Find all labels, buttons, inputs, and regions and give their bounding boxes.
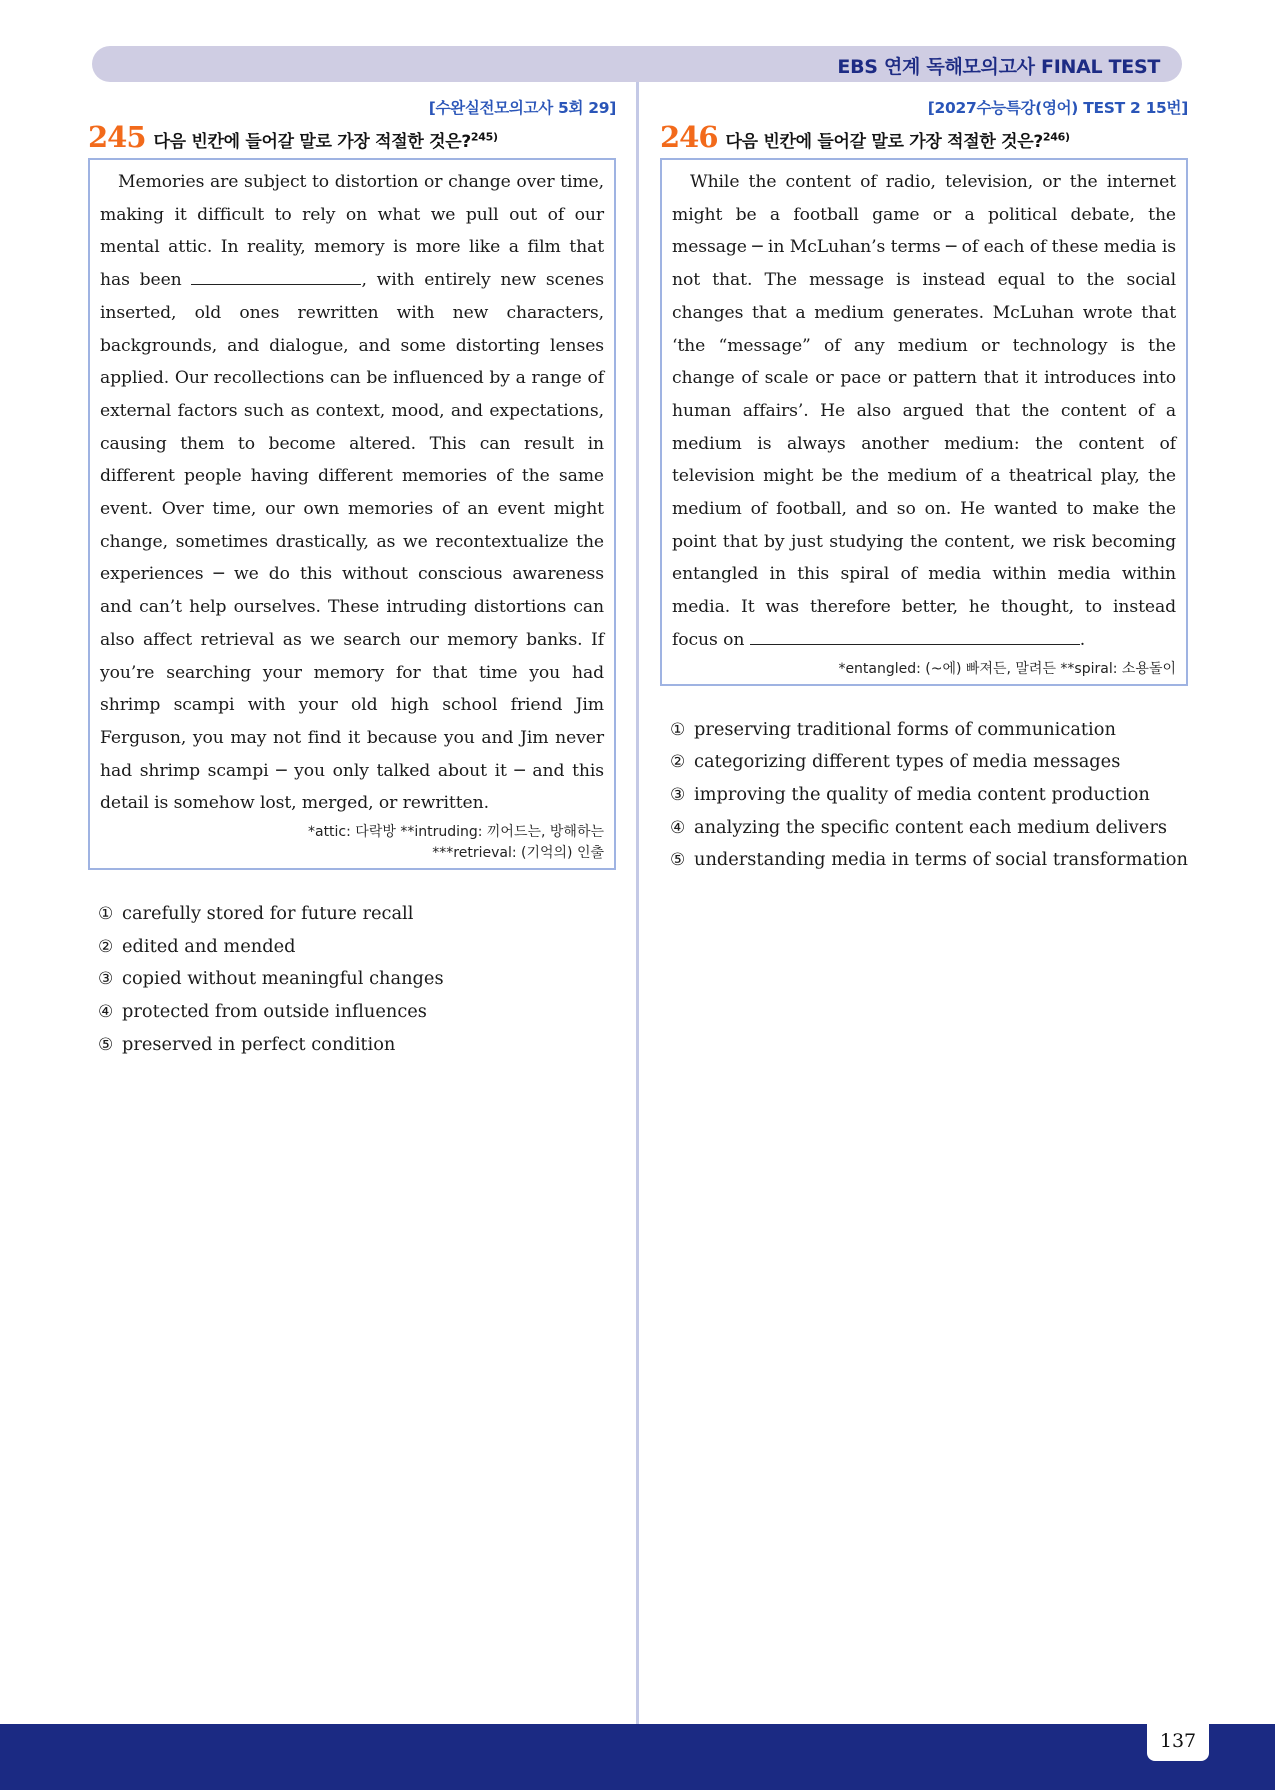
question-source: [2027수능특강(영어) TEST 2 15번] — [927, 99, 1188, 117]
choice-4[interactable] — [670, 812, 1188, 845]
choice-5[interactable] — [670, 844, 1188, 877]
choice-mark: ② — [98, 936, 114, 957]
question-prompt — [154, 127, 498, 152]
answer-blank — [191, 268, 361, 285]
choice-mark: ④ — [98, 1002, 114, 1023]
choice-mark: ⑤ — [670, 850, 686, 871]
question-source: [수완실전모의고사 5회 29] — [428, 99, 616, 117]
choice-text: categorizing different types of media messages — [694, 751, 1121, 773]
choice-text: preserving traditional forms of communication — [694, 718, 1116, 740]
footnote — [100, 822, 604, 864]
choice-list — [670, 714, 1188, 878]
choice-list — [98, 898, 616, 1062]
header-title: EBS 연계 독해모의고사 FINAL TEST — [837, 56, 1160, 78]
choice-mark: ④ — [670, 817, 686, 838]
question-246 — [660, 96, 1188, 877]
choice-mark: ② — [670, 752, 686, 773]
footnote-line-2: ***retrieval: (기억의) 인출 — [432, 845, 604, 862]
choice-text: edited and mended — [122, 935, 296, 957]
question-header — [88, 120, 616, 156]
footnote-line-1: *entangled: (~에) 빠져든, 말려든 **spiral: 소용돌이 — [838, 660, 1176, 677]
footnote-line-1: *attic: 다락방 **intruding: 끼어드는, 방해하는 — [307, 824, 604, 841]
header-bar — [92, 46, 1182, 82]
choice-text: copied without meaningful changes — [122, 968, 444, 990]
choice-4[interactable] — [98, 996, 616, 1029]
passage-text-before: While the content of radio, television, or the internet might be a football game or a political debate, the message ─ in McLuhan’s terms ─ of each of these media is not that. The message is instead equal to the social changes that a medium generates. McLuhan wrote that ‘the “message” of any medium or technology is the change of scale or pace or pattern that it introduces into human affairs’. He also argued that the content of a medium is always another medium: the content of television might be the medium of a theatrical play, the medium of football, and so on. He wanted to make the point that by just studying the content, we risk becoming entangled in this spiral of media within media within media. It was therefore better, he thought, to instead focus on — [672, 172, 1176, 650]
passage-text-before: Memories are subject to distortion or change over time, making it difficult to rely on what we pull out of our mental attic. In reality, memory is more like a film that has been — [100, 172, 604, 291]
question-prompt-text: 다음 빈칸에 들어갈 말로 가장 적절한 것은? — [725, 132, 1043, 152]
choice-mark: ⑤ — [98, 1034, 114, 1055]
question-245 — [88, 96, 616, 1062]
passage-text-after: , with entirely new scenes inserted, old ones rewritten with new characters, backgrounds, and dialogue, and some distorting lenses applied. Our recollections can be influenced by a range of external factors such as context, mood, and expectations, causing them to become altered. This can result in different people having different memories of the same event. Over time, our own memories of an event might change, sometimes drastically, as we recontextualize the experiences ─ we do this without conscious awareness and can’t help ourselves. These intruding distortions can also affect retrieval as we search our memory banks. If you’re searching your memory for that time you had shrimp scampi with your old high school friend Jim Ferguson, you may not find it because you and Jim never had shrimp scampi ─ you only talked about it ─ and this detail is somehow lost, merged, or rewritten. — [100, 270, 604, 814]
choice-mark: ① — [98, 904, 114, 925]
footer-bar — [0, 1724, 1275, 1790]
choice-mark: ① — [670, 719, 686, 740]
choice-3[interactable] — [98, 963, 616, 996]
choice-3[interactable] — [670, 779, 1188, 812]
passage-box — [88, 158, 616, 870]
question-ref: 245) — [470, 130, 498, 144]
question-number: 246 — [660, 120, 718, 154]
question-ref: 246) — [1042, 130, 1070, 144]
page-number: 137 — [1147, 1721, 1209, 1761]
choice-5[interactable] — [98, 1029, 616, 1062]
choice-text: preserved in perfect condition — [122, 1033, 396, 1055]
choice-text: carefully stored for future recall — [122, 903, 414, 925]
choice-2[interactable] — [670, 746, 1188, 779]
footnote — [672, 659, 1176, 680]
choice-text: protected from outside influences — [122, 1001, 427, 1023]
passage-text-after: . — [1079, 629, 1086, 650]
choice-text: improving the quality of media content production — [694, 783, 1150, 805]
choice-mark: ③ — [98, 969, 114, 990]
answer-blank — [750, 628, 1080, 645]
passage — [100, 166, 604, 820]
choice-mark: ③ — [670, 784, 686, 805]
choice-1[interactable] — [98, 898, 616, 931]
choice-text: analyzing the specific content each medium delivers — [694, 816, 1167, 838]
choice-2[interactable] — [98, 931, 616, 964]
passage-box — [660, 158, 1188, 686]
question-prompt — [726, 127, 1070, 152]
choice-text: understanding media in terms of social transformation — [694, 849, 1188, 871]
question-number: 245 — [88, 120, 146, 154]
choice-1[interactable] — [670, 714, 1188, 747]
question-header — [660, 120, 1188, 156]
column-divider — [636, 82, 639, 1724]
question-prompt-text: 다음 빈칸에 들어갈 말로 가장 적절한 것은? — [153, 132, 471, 152]
passage — [672, 166, 1176, 657]
